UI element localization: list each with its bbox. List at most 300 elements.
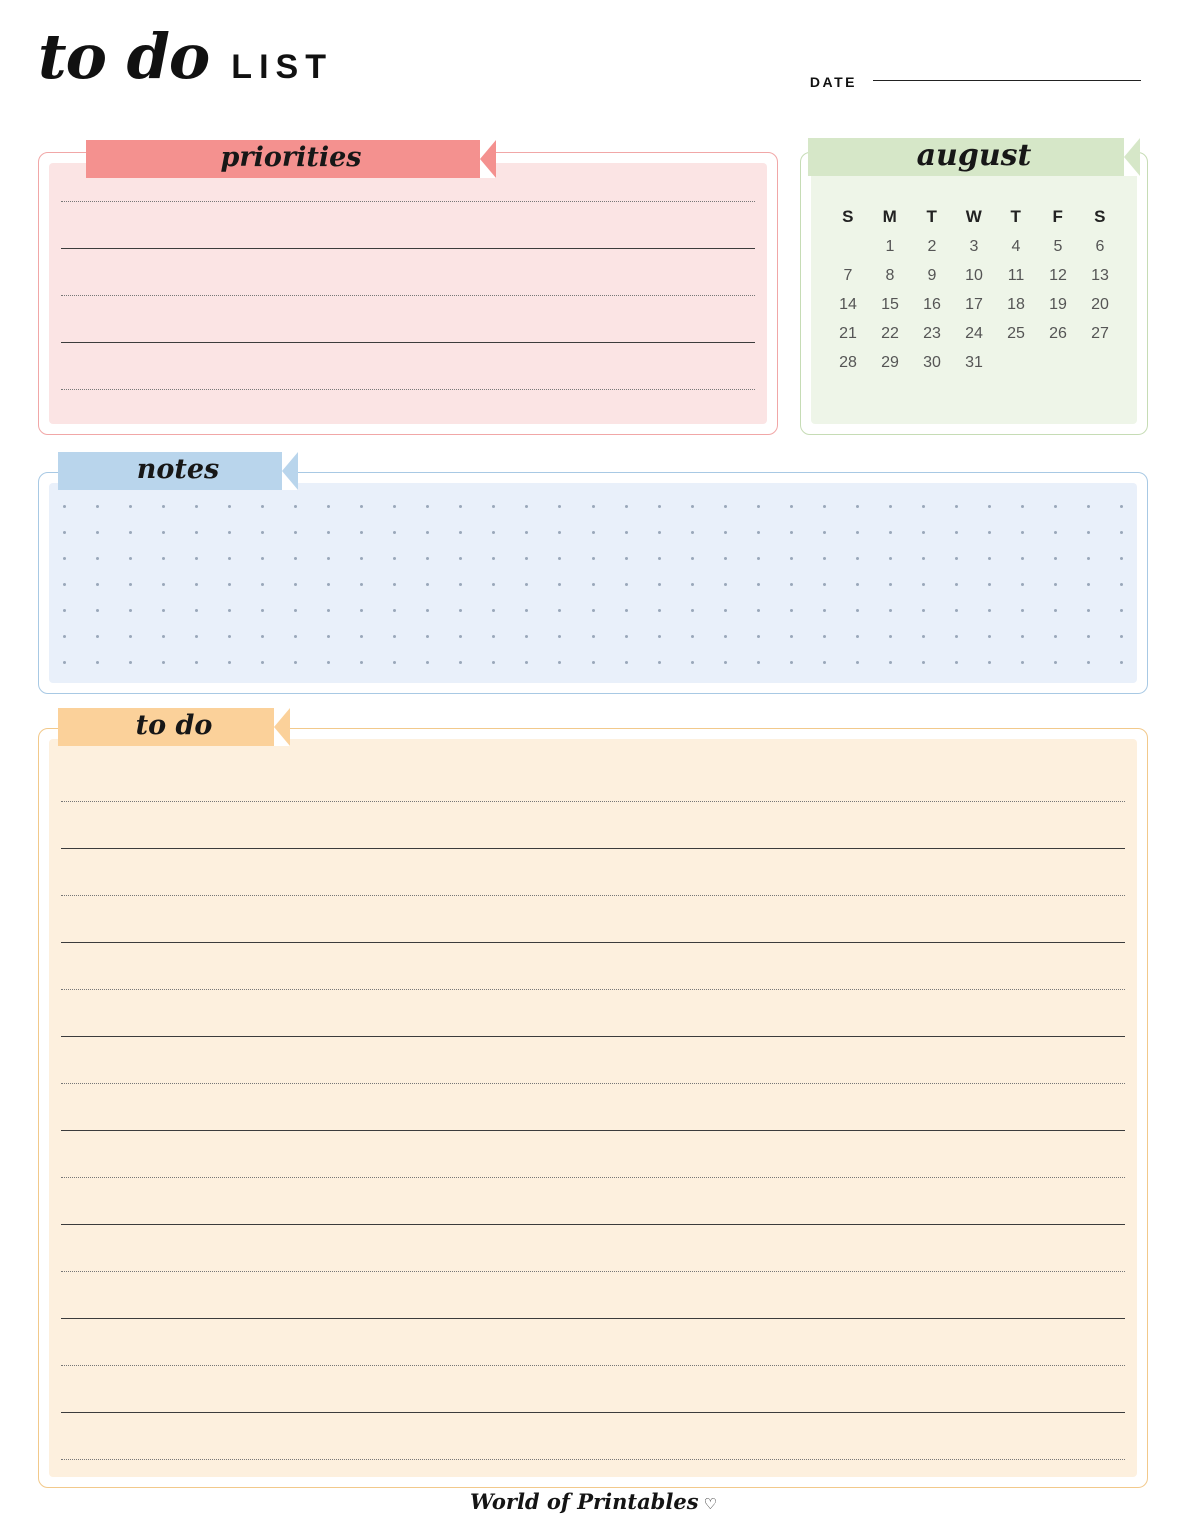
notes-dot — [955, 635, 958, 638]
todo-ribbon-label: to do — [135, 709, 213, 741]
notes-dot — [1054, 557, 1057, 560]
notes-dot — [1054, 661, 1057, 664]
calendar-day-17[interactable]: 17 — [965, 296, 983, 313]
calendar-weekday-5: F — [1052, 207, 1064, 226]
notes-dot — [1021, 583, 1024, 586]
notes-dot — [658, 661, 661, 664]
notes-dot — [63, 661, 66, 664]
notes-dot — [96, 635, 99, 638]
notes-dot — [228, 557, 231, 560]
notes-dot — [426, 531, 429, 534]
notes-dot — [592, 531, 595, 534]
notes-dot — [625, 635, 628, 638]
notes-dot — [1021, 531, 1024, 534]
notes-dot — [492, 583, 495, 586]
notes-dot — [856, 661, 859, 664]
notes-dot — [261, 505, 264, 508]
notes-dot — [327, 583, 330, 586]
calendar-ribbon — [808, 138, 1140, 176]
notes-dot — [1120, 635, 1123, 638]
todo-fill — [49, 739, 1137, 1477]
calendar-weekday-1: M — [882, 207, 898, 226]
notes-dot — [1087, 609, 1090, 612]
notes-dot — [195, 557, 198, 560]
notes-dot — [525, 609, 528, 612]
notes-dot — [823, 635, 826, 638]
notes-dot — [96, 661, 99, 664]
calendar-weekday-0: S — [842, 207, 854, 226]
notes-dot — [691, 505, 694, 508]
notes-dot — [195, 583, 198, 586]
notes-dot — [1120, 505, 1123, 508]
notes-dot — [294, 609, 297, 612]
calendar-day-26[interactable]: 26 — [1049, 325, 1067, 342]
notes-dot — [1120, 661, 1123, 664]
notes-dot — [955, 661, 958, 664]
notes-dot — [426, 505, 429, 508]
notes-dot — [162, 557, 165, 560]
notes-dot — [327, 635, 330, 638]
notes-dot — [1021, 635, 1024, 638]
todo-line-15[interactable] — [61, 1459, 1125, 1460]
notes-dot — [955, 531, 958, 534]
priorities-line-3[interactable] — [61, 295, 755, 296]
notes-dot — [724, 531, 727, 534]
notes-dot — [63, 635, 66, 638]
calendar-day-4[interactable]: 4 — [1011, 238, 1021, 255]
calendar-weekday-6: S — [1094, 207, 1106, 226]
priorities-fill — [49, 163, 767, 424]
priorities-line-1[interactable] — [61, 201, 755, 202]
notes-dot — [1120, 531, 1123, 534]
notes-dot — [658, 583, 661, 586]
notes-dot — [558, 531, 561, 534]
notes-dot — [360, 505, 363, 508]
todo-line-10[interactable] — [61, 1224, 1125, 1225]
notes-dot — [426, 583, 429, 586]
calendar-day-25[interactable]: 25 — [1007, 325, 1025, 342]
notes-dot — [393, 609, 396, 612]
notes-dot — [988, 505, 991, 508]
notes-dot — [261, 531, 264, 534]
calendar-day-20[interactable]: 20 — [1091, 296, 1109, 313]
notes-dot — [856, 557, 859, 560]
notes-dot — [63, 583, 66, 586]
notes-dot — [823, 661, 826, 664]
notes-dot — [525, 505, 528, 508]
calendar-day-30[interactable]: 30 — [923, 354, 941, 371]
todo-line-11[interactable] — [61, 1271, 1125, 1272]
notes-dot — [757, 609, 760, 612]
todo-line-9[interactable] — [61, 1177, 1125, 1178]
todo-section — [38, 728, 1148, 1488]
notes-dot — [889, 583, 892, 586]
heart-icon: ♡ — [703, 1495, 717, 1513]
notes-dot — [1087, 661, 1090, 664]
notes-dot — [592, 661, 595, 664]
calendar-day-19[interactable]: 19 — [1049, 296, 1067, 313]
calendar-grid[interactable] — [827, 207, 1121, 372]
notes-dot — [625, 609, 628, 612]
calendar-day-29[interactable]: 29 — [881, 354, 899, 371]
calendar-section — [800, 152, 1148, 435]
priorities-line-4[interactable] — [61, 342, 755, 343]
todo-line-5[interactable] — [61, 989, 1125, 990]
notes-dot — [592, 505, 595, 508]
notes-dot — [327, 609, 330, 612]
todo-line-12[interactable] — [61, 1318, 1125, 1319]
notes-dot — [658, 635, 661, 638]
notes-dot — [261, 583, 264, 586]
calendar-day-empty — [1037, 354, 1079, 372]
notes-dot — [856, 505, 859, 508]
notes-dot — [195, 505, 198, 508]
notes-dot — [724, 609, 727, 612]
calendar-weekday-4: T — [1010, 207, 1022, 226]
notes-dot — [988, 583, 991, 586]
notes-dot — [96, 505, 99, 508]
notes-dot — [955, 505, 958, 508]
notes-dot — [823, 505, 826, 508]
calendar-day-12[interactable]: 12 — [1049, 267, 1067, 284]
calendar-day-1[interactable]: 1 — [885, 238, 895, 255]
calendar-day-18[interactable]: 18 — [1007, 296, 1025, 313]
notes-dot — [856, 609, 859, 612]
date-field[interactable] — [810, 74, 1141, 90]
notes-dot — [426, 557, 429, 560]
notes-dot — [658, 557, 661, 560]
notes-dot — [691, 609, 694, 612]
todo-line-8[interactable] — [61, 1130, 1125, 1131]
notes-ribbon — [58, 452, 298, 490]
calendar-month-label: august — [916, 137, 1032, 173]
date-label: DATE — [809, 74, 857, 90]
notes-dot — [96, 531, 99, 534]
notes-dot — [724, 635, 727, 638]
calendar-day-24[interactable]: 24 — [965, 325, 983, 342]
notes-dot — [988, 635, 991, 638]
notes-dot — [889, 557, 892, 560]
notes-dot — [922, 635, 925, 638]
notes-dot — [525, 531, 528, 534]
calendar-day-15[interactable]: 15 — [881, 296, 899, 313]
notes-dot — [195, 635, 198, 638]
notes-dot — [327, 531, 330, 534]
notes-dot — [459, 505, 462, 508]
notes-dot — [1054, 505, 1057, 508]
calendar-day-8[interactable]: 8 — [885, 267, 895, 284]
notes-dot — [294, 661, 297, 664]
notes-dot — [558, 583, 561, 586]
notes-dot — [1087, 557, 1090, 560]
calendar-day-31[interactable]: 31 — [965, 354, 983, 371]
notes-dot — [691, 531, 694, 534]
notes-dot — [1120, 583, 1123, 586]
notes-dot — [261, 661, 264, 664]
todo-line-1[interactable] — [61, 801, 1125, 802]
notes-dot — [790, 609, 793, 612]
notes-dot — [63, 531, 66, 534]
notes-dot — [492, 661, 495, 664]
notes-dot-row-7 — [63, 661, 1123, 665]
notes-dot — [393, 583, 396, 586]
calendar-day-empty — [1079, 354, 1121, 372]
notes-dot — [129, 583, 132, 586]
notes-dot — [558, 557, 561, 560]
notes-dot — [757, 635, 760, 638]
todo-line-7[interactable] — [61, 1083, 1125, 1084]
notes-dot-row-6 — [63, 635, 1123, 639]
notes-dot — [228, 583, 231, 586]
notes-dot — [691, 583, 694, 586]
notes-dot — [360, 557, 363, 560]
notes-dot — [592, 583, 595, 586]
notes-dot — [790, 531, 793, 534]
notes-dot — [922, 583, 925, 586]
notes-dot-row-2 — [63, 531, 1123, 535]
notes-dot — [724, 661, 727, 664]
calendar-day-10[interactable]: 10 — [965, 267, 983, 284]
notes-dot — [459, 635, 462, 638]
notes-dot — [261, 635, 264, 638]
notes-dot — [1054, 609, 1057, 612]
notes-dot — [1087, 531, 1090, 534]
calendar-day-13[interactable]: 13 — [1091, 267, 1109, 284]
notes-dot — [261, 609, 264, 612]
notes-dot — [195, 661, 198, 664]
todo-line-4[interactable] — [61, 942, 1125, 943]
notes-dot — [228, 661, 231, 664]
notes-dot — [922, 531, 925, 534]
notes-dot — [360, 635, 363, 638]
priorities-write-lines[interactable] — [61, 183, 755, 416]
notes-dot — [757, 557, 760, 560]
notes-dot — [129, 635, 132, 638]
calendar-day-11[interactable]: 11 — [1007, 267, 1025, 284]
calendar-day-28[interactable]: 28 — [839, 354, 857, 371]
notes-dot — [1120, 557, 1123, 560]
notes-dot — [393, 557, 396, 560]
notes-dot — [162, 661, 165, 664]
notes-dot — [492, 609, 495, 612]
notes-dot — [790, 583, 793, 586]
notes-dot — [558, 609, 561, 612]
notes-dot — [492, 505, 495, 508]
calendar-day-27[interactable]: 27 — [1091, 325, 1109, 342]
notes-dot — [592, 609, 595, 612]
calendar-day-16[interactable]: 16 — [923, 296, 941, 313]
priorities-line-2[interactable] — [61, 248, 755, 249]
notes-dot — [261, 557, 264, 560]
notes-dot — [162, 609, 165, 612]
notes-dot — [790, 635, 793, 638]
notes-dot — [294, 635, 297, 638]
notes-dot — [658, 531, 661, 534]
calendar-day-23[interactable]: 23 — [923, 325, 941, 342]
notes-dot — [129, 661, 132, 664]
notes-dot — [889, 609, 892, 612]
calendar-day-21[interactable]: 21 — [839, 325, 857, 342]
calendar-day-14[interactable]: 14 — [839, 296, 857, 313]
notes-dot — [889, 531, 892, 534]
calendar-day-3[interactable]: 3 — [969, 238, 979, 255]
date-write-line[interactable] — [873, 80, 1141, 81]
notes-dot — [889, 505, 892, 508]
notes-dot — [195, 531, 198, 534]
notes-dot — [625, 531, 628, 534]
calendar-weekday-2: T — [926, 207, 938, 226]
calendar-day-9[interactable]: 9 — [927, 267, 937, 284]
notes-dot — [1021, 505, 1024, 508]
notes-dot — [922, 661, 925, 664]
notes-dot — [96, 583, 99, 586]
notes-dot — [757, 661, 760, 664]
notes-ribbon-label: notes — [136, 453, 220, 485]
notes-dot — [625, 583, 628, 586]
notes-dot — [1054, 635, 1057, 638]
notes-dot — [889, 661, 892, 664]
notes-dot — [691, 557, 694, 560]
notes-dot — [1021, 661, 1024, 664]
notes-dot — [823, 531, 826, 534]
notes-dot — [393, 505, 396, 508]
calendar-day-empty — [827, 238, 869, 256]
notes-dot — [96, 609, 99, 612]
notes-dot — [162, 505, 165, 508]
notes-dot — [625, 557, 628, 560]
notes-dot — [294, 531, 297, 534]
notes-dot — [459, 609, 462, 612]
notes-dot — [459, 557, 462, 560]
notes-dot — [955, 557, 958, 560]
notes-dot — [988, 557, 991, 560]
notes-dot-grid[interactable] — [63, 505, 1123, 669]
notes-dot — [592, 635, 595, 638]
notes-fill — [49, 483, 1137, 683]
page-title-block: LIST — [231, 48, 333, 86]
notes-dot — [228, 505, 231, 508]
notes-dot — [492, 635, 495, 638]
notes-dot — [525, 583, 528, 586]
todo-write-lines[interactable] — [61, 759, 1125, 1469]
notes-dot — [724, 557, 727, 560]
notes-dot — [658, 505, 661, 508]
footer-brand — [0, 1489, 1187, 1514]
notes-dot — [1054, 531, 1057, 534]
notes-dot — [1120, 609, 1123, 612]
notes-dot — [1087, 505, 1090, 508]
notes-dot — [294, 583, 297, 586]
notes-dot — [129, 505, 132, 508]
todo-line-6[interactable] — [61, 1036, 1125, 1037]
calendar-day-2[interactable]: 2 — [927, 238, 937, 255]
notes-dot — [1087, 583, 1090, 586]
footer-brand-text: World of Printables — [470, 1489, 699, 1514]
notes-dot — [724, 583, 727, 586]
notes-dot — [724, 505, 727, 508]
notes-dot — [592, 557, 595, 560]
notes-dot — [525, 557, 528, 560]
notes-dot — [96, 557, 99, 560]
notes-dot — [393, 531, 396, 534]
notes-dot — [790, 505, 793, 508]
priorities-section — [38, 152, 778, 435]
page-title — [38, 20, 333, 93]
notes-dot-row-1 — [63, 505, 1123, 509]
notes-dot — [525, 635, 528, 638]
notes-dot — [162, 531, 165, 534]
notes-dot — [228, 609, 231, 612]
notes-dot — [63, 609, 66, 612]
notes-dot — [327, 505, 330, 508]
notes-dot — [757, 505, 760, 508]
notes-dot — [393, 661, 396, 664]
notes-dot — [625, 505, 628, 508]
notes-dot — [856, 531, 859, 534]
calendar-day-7[interactable]: 7 — [843, 267, 853, 284]
notes-dot — [955, 583, 958, 586]
calendar-fill — [811, 163, 1137, 424]
notes-dot — [525, 661, 528, 664]
notes-dot — [823, 609, 826, 612]
notes-dot-row-5 — [63, 609, 1123, 613]
notes-dot — [856, 583, 859, 586]
notes-dot — [426, 661, 429, 664]
notes-dot — [129, 531, 132, 534]
todo-line-3[interactable] — [61, 895, 1125, 896]
notes-dot — [492, 557, 495, 560]
todo-line-13[interactable] — [61, 1365, 1125, 1366]
notes-dot — [823, 557, 826, 560]
todo-line-14[interactable] — [61, 1412, 1125, 1413]
notes-dot — [459, 661, 462, 664]
notes-dot — [823, 583, 826, 586]
notes-dot — [1021, 557, 1024, 560]
notes-dot — [922, 557, 925, 560]
notes-dot — [63, 557, 66, 560]
notes-dot — [1021, 609, 1024, 612]
notes-dot — [922, 609, 925, 612]
notes-dot — [459, 583, 462, 586]
notes-dot — [492, 531, 495, 534]
notes-dot — [195, 609, 198, 612]
calendar-day-empty — [995, 354, 1037, 372]
notes-dot — [129, 609, 132, 612]
notes-dot — [294, 557, 297, 560]
notes-dot — [1054, 583, 1057, 586]
todo-line-2[interactable] — [61, 848, 1125, 849]
calendar-day-22[interactable]: 22 — [881, 325, 899, 342]
notes-dot — [790, 661, 793, 664]
notes-dot — [162, 635, 165, 638]
calendar-day-5[interactable]: 5 — [1053, 238, 1063, 255]
notes-dot — [889, 635, 892, 638]
notes-section — [38, 472, 1148, 694]
notes-dot — [558, 635, 561, 638]
notes-dot — [988, 609, 991, 612]
notes-dot — [228, 531, 231, 534]
notes-dot — [955, 609, 958, 612]
calendar-day-6[interactable]: 6 — [1095, 238, 1105, 255]
notes-dot — [294, 505, 297, 508]
notes-dot — [856, 635, 859, 638]
notes-dot — [1087, 635, 1090, 638]
notes-dot — [360, 583, 363, 586]
notes-dot — [129, 557, 132, 560]
calendar-weekday-3: W — [965, 207, 983, 226]
priorities-line-5[interactable] — [61, 389, 755, 390]
notes-dot — [691, 661, 694, 664]
